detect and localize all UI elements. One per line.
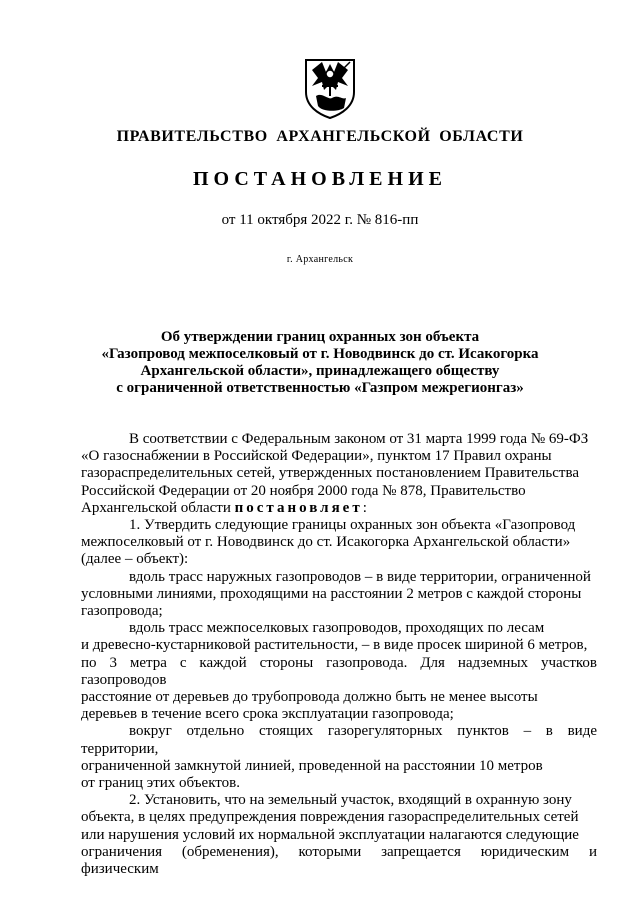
- intro-paragraph: В соответствии с Федеральным законом от 31 марта 1999 года № 69-ФЗ «О газоснабжении в Российской Федерации», пунктом 17 Правил охраны газораспределительных сетей, утвержденных постановлением Правительства Российской Федерации от 20 ноября 2000 года № 878, Правительство Архангельской области постановляет:: [81, 431, 589, 516]
- paragraph-2: 2. Установить, что на земельный участок, входящий в охранную зону объекта, в целях предупреждения повреждения газораспределительных сетей или нарушения условий их нормальной эксплуатации налагаются следующие ограничения (обременения), которыми запрещается юридическим и физическим: [81, 792, 597, 878]
- paragraph-1-intersettlement-pipelines: вдоль трасс межпоселковых газопроводов, проходящих по лесам и древесно-кустарниковой растительности, – в виде просек шириной 6 метров, по 3 метра с каждой стороны газопровода. Для надземных участков газопроводов расстояние от деревьев до трубопровода должно быть не менее высоты деревьев в течение всего срока эксплуатации газопровода;: [81, 620, 597, 723]
- city-name: г. Архангельск: [286, 254, 354, 265]
- decree-word: постановляет: [234, 499, 363, 516]
- intro-text: В соответствии с Федеральным законом от 31 марта 1999 года № 69-ФЗ «О газоснабжении в Российской Федерации», пунктом 17 Правил охраны газораспределительных сетей, утвержденных постановлением Правительства Российской Федерации от 20 ноября 2000 года № 878, Правительство Архангельской области: [81, 431, 589, 516]
- paragraph-1-gas-regulator-points: вокруг отдельно стоящих газорегуляторных пунктов – в виде территории, ограниченной замкнутой линией, проведенной на расстоянии 10 метров от границ этих объектов.: [81, 723, 597, 792]
- coat-of-arms-emblem: [302, 56, 358, 120]
- organization-name: ПРАВИТЕЛЬСТВО АРХАНГЕЛЬСКОЙ ОБЛАСТИ: [116, 128, 524, 145]
- date-and-number: от 11 октября 2022 г. № 816-пп: [221, 212, 419, 228]
- paragraph-1: 1. Утвердить следующие границы охранных зон объекта «Газопровод межпоселковый от г. Новодвинск до ст. Исакогорка Архангельской области» (далее – объект):: [81, 517, 576, 568]
- document-title: Об утверждении границ охранных зон объекта «Газопровод межпоселковый от г. Новодвинск до ст. Исакогорка Архангельской области», принадлежащего обществу с ограниченной ответственностью «Газпром межрегионгаз»: [101, 329, 539, 396]
- document-body: [81, 431, 597, 878]
- paragraph-1-outer-gas-pipelines: вдоль трасс наружных газопроводов – в виде территории, ограниченной условными линиями, проходящими на расстоянии 2 метров с каждой стороны газопровода;: [81, 568, 591, 620]
- document-type: ПОСТАНОВЛЕНИЕ: [193, 168, 447, 190]
